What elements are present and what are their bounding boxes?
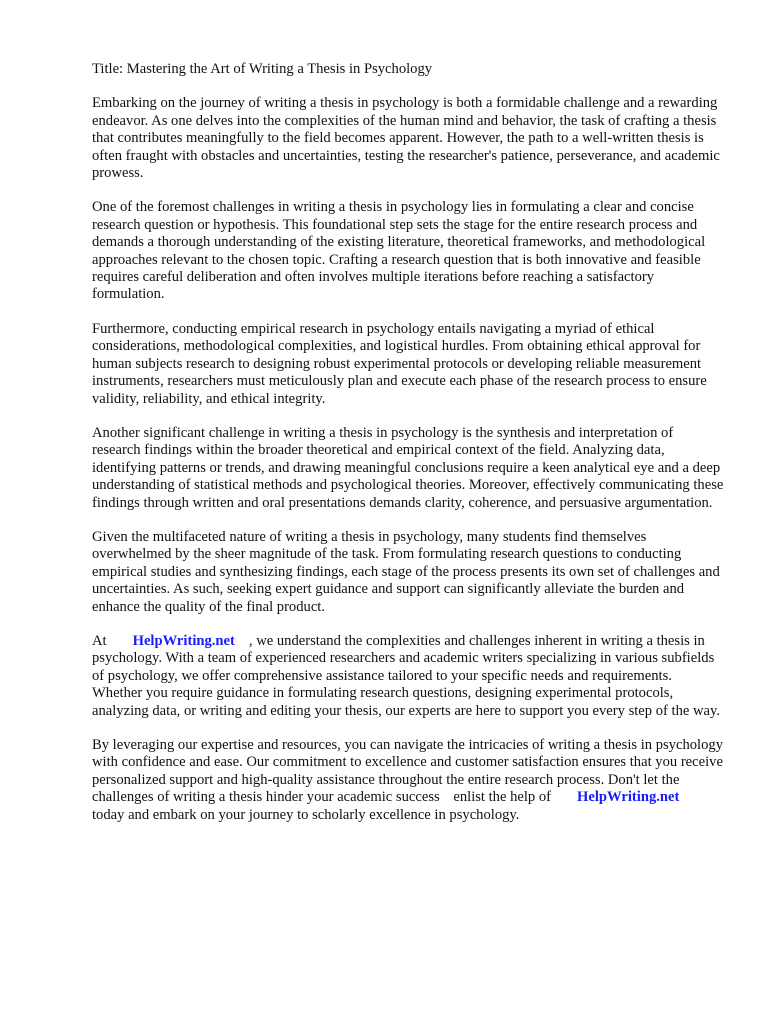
paragraph-4: Another significant challenge in writing a thesis in psychology is the synthesis and interpretation of research findings within the broader theoretical and empirical context of the field. Analyzing data, identifying patterns or trends, and drawing meaningful conclusions require a keen analytical eye and a deep understanding of statistical methods and psychological theories. Moreover, effectively communicating these findings through written and oral presentations demands clarity, coherence, and persuasive argumentation. [92,424,724,511]
document-page [92,61,724,841]
helpwriting-link[interactable]: HelpWriting.net [132,632,235,649]
paragraph-5: Given the multifaceted nature of writing a thesis in psychology, many students find themselves overwhelmed by the sheer magnitude of the task. From formulating research questions to conducting empirical studies and synthesizing findings, each stage of the process presents its own set of challenges and uncertainties. As such, seeking expert guidance and support can significantly alleviate the burden and enhance the quality of the final product. [92,528,720,615]
paragraph-6-text: , we understand the complexities and challenges inherent in writing a thesis in psychology. With a team of experienced researchers and academic writers specializing in various subfields of psychology, we offer comprehensive assistance tailored to your specific needs and requirements. Whether you require guidance in formulating research questions, designing experimental protocols, analyzing data, or writing and editing your thesis, our experts are here to support you every step of the way. [92,632,721,719]
paragraph-7-text-1: By leveraging our expertise and resources, you can navigate the intricacies of writing a thesis in psychology with confidence and ease. Our commitment to excellence and customer satisfaction ensures that you receive personalized support and high-quality assistance throughout the entire research process. Don't let the challenges of writing a thesis hinder your academic success [92,737,723,806]
paragraph-1: Embarking on the journey of writing a thesis in psychology is both a formidable challenge and a rewarding endeavor. As one delves into the complexities of the human mind and behavior, the task of crafting a thesis that contributes meaningfully to the field becomes apparent. However, the path to a well-written thesis is often fraught with obstacles and uncertainties, testing the researcher's patience, perseverance, and academic prowess. [92,95,720,182]
document-title: Title: Mastering the Art of Writing a Thesis in Psychology [92,61,433,77]
helpwriting-link-2[interactable]: HelpWriting.net [577,789,680,806]
paragraph-6 [92,633,724,720]
paragraph-7 [92,737,724,824]
paragraph-7-text-2: enlist the help of [453,789,552,806]
paragraph-2: One of the foremost challenges in writing a thesis in psychology lies in formulating a clear and concise research question or hypothesis. This foundational step sets the stage for the entire research process and demands a thorough understanding of the existing literature, theoretical frameworks, and methodological approaches relevant to the chosen topic. Crafting a research question that is both innovative and feasible requires careful deliberation and often involves multiple iterations before reaching a satisfactory formulation. [92,199,706,303]
paragraph-7-text-3: today and embark on your journey to scholarly excellence in psychology. [92,806,520,823]
paragraph-3: Furthermore, conducting empirical research in psychology entails navigating a myriad of ethical considerations, methodological complexities, and logistical hurdles. From obtaining ethical approval for human subjects research to designing robust experimental protocols or developing reliable measurement instruments, researchers must meticulously plan and execute each phase of the research process to ensure validity, reliability, and ethical integrity. [92,320,707,407]
paragraph-6-lead: At [92,632,107,649]
